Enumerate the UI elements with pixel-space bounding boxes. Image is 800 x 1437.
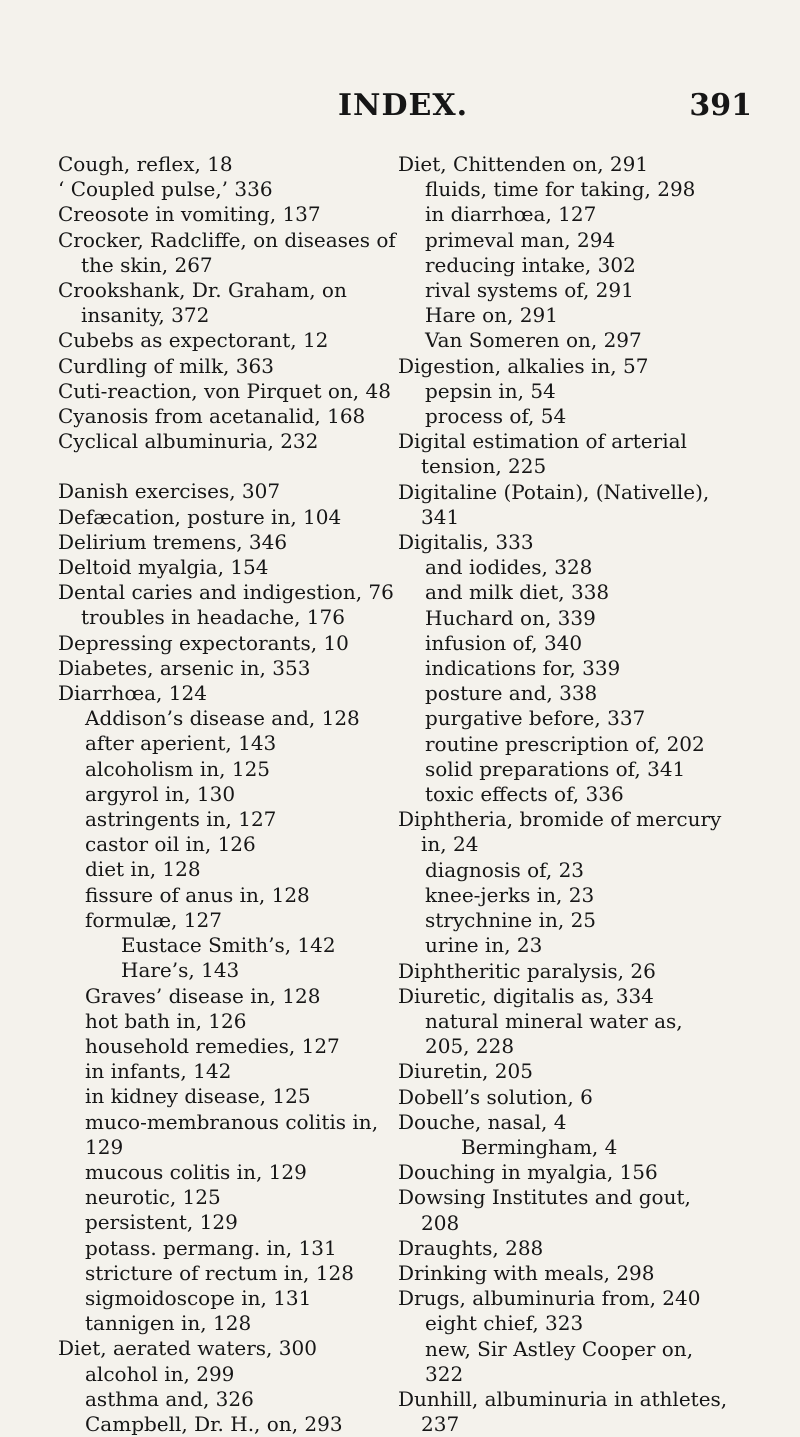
index-subentry: reducing intake, 302: [425, 252, 636, 277]
index-entry: Crookshank, Dr. Graham, on: [58, 278, 347, 303]
index-entry: Douche, nasal, 4: [398, 1109, 567, 1134]
index-subentry: after aperient, 143: [85, 731, 277, 756]
index-entry: Cubebs as expectorant, 12: [58, 328, 329, 353]
index-subentry: urine in, 23: [425, 933, 543, 958]
index-subentry: Huchard on, 339: [425, 605, 596, 630]
index-entry: Digital estimation of arterial: [398, 429, 687, 454]
index-subentry: diet in, 128: [85, 857, 201, 882]
index-entry: Dowsing Institutes and gout,: [398, 1185, 691, 1210]
index-entry: Danish exercises, 307: [58, 479, 281, 504]
index-subentry: fluids, time for taking, 298: [425, 177, 696, 202]
index-subentry: natural mineral water as,: [425, 1008, 683, 1033]
index-entry: Diarrhœa, 124: [58, 681, 207, 706]
index-entry-continuation: the skin, 267: [81, 252, 213, 277]
page-header: [0, 88, 800, 128]
index-subentry: knee-jerks in, 23: [425, 882, 595, 907]
index-entry: Deltoid myalgia, 154: [58, 555, 269, 580]
index-subentry: rival systems of, 291: [425, 278, 634, 303]
index-entry-continuation: 341: [421, 504, 460, 529]
index-entry: Cyclical albuminuria, 232: [58, 429, 319, 454]
index-subentry: diagnosis of, 23: [425, 857, 585, 882]
section-gap: [58, 454, 408, 479]
index-entry: Cuti-reaction, von Pirquet on, 48: [58, 378, 391, 403]
index-subentry: stricture of rectum in, 128: [85, 1260, 354, 1285]
index-subentry: pepsin in, 54: [425, 378, 556, 403]
index-entry: Digestion, alkalies in, 57: [398, 353, 649, 378]
index-subentry: hot bath in, 126: [85, 1008, 247, 1033]
index-entry: ‘ Coupled pulse,’ 336: [58, 177, 273, 202]
index-subsubentry: Bermingham, 4: [461, 1134, 618, 1159]
index-entry: Draughts, 288: [398, 1235, 544, 1260]
index-entry-continuation: in, 24: [421, 832, 479, 857]
index-entry: Diuretin, 205: [398, 1059, 533, 1084]
index-subentry: fissure of anus in, 128: [85, 882, 310, 907]
index-entry-continuation: tension, 225: [421, 454, 547, 479]
index-entry: Diphtheria, bromide of mercury: [398, 807, 722, 832]
index-subentry: in kidney disease, 125: [85, 1084, 311, 1109]
index-subentry: 129: [85, 1134, 124, 1159]
index-entry: Drugs, albuminuria from, 240: [398, 1286, 701, 1311]
index-column-right: [398, 152, 770, 1437]
index-subsubentry: Eustace Smith’s, 142: [121, 933, 336, 958]
index-entry-continuation: insanity, 372: [81, 303, 210, 328]
index-subentry: process of, 54: [425, 404, 567, 429]
index-subentry: mucous colitis in, 129: [85, 1159, 307, 1184]
index-subentry: posture and, 338: [425, 681, 598, 706]
index-subentry: formulæ, 127: [85, 907, 222, 932]
index-subentry: 322: [425, 1361, 464, 1386]
index-entry: Curdling of milk, 363: [58, 353, 274, 378]
index-subentry: toxic effects of, 336: [425, 782, 624, 807]
index-subentry: potass. permang. in, 131: [85, 1235, 337, 1260]
index-entry: Depressing expectorants, 10: [58, 630, 349, 655]
index-subentry: purgative before, 337: [425, 706, 646, 731]
index-subentry: alcohol in, 299: [85, 1361, 235, 1386]
index-subentry: primeval man, 294: [425, 227, 616, 252]
index-subentry: sigmoidoscope in, 131: [85, 1285, 312, 1310]
index-entry: Cough, reflex, 18: [58, 152, 233, 176]
index-entry: Diet, Chittenden on, 291: [398, 152, 649, 176]
index-subentry: muco-membranous colitis in,: [85, 1109, 379, 1134]
page-number: 391: [689, 88, 752, 123]
index-entry: Defæcation, posture in, 104: [58, 504, 342, 529]
index-entry: Dobell’s solution, 6: [398, 1084, 593, 1109]
index-entry: Crocker, Radcliffe, on diseases of: [58, 227, 396, 252]
index-subentry: alcoholism in, 125: [85, 756, 271, 781]
index-entry-continuation: troubles in headache, 176: [81, 605, 345, 630]
index-subentry: persistent, 129: [85, 1210, 238, 1235]
index-subentry: argyrol in, 130: [85, 781, 236, 806]
index-subentry: new, Sir Astley Cooper on,: [425, 1336, 694, 1361]
index-entry: Delirium tremens, 346: [58, 529, 288, 554]
index-column-left: [58, 152, 408, 1437]
index-entry: Diet, aerated waters, 300: [58, 1336, 317, 1361]
index-subentry: routine prescription of, 202: [425, 731, 705, 756]
index-subentry: and iodides, 328: [425, 555, 593, 580]
index-subentry: eight chief, 323: [425, 1311, 584, 1336]
index-subentry: Hare on, 291: [425, 303, 558, 328]
index-entry-continuation: 208: [421, 1210, 460, 1235]
index-entry: Creosote in vomiting, 137: [58, 202, 321, 227]
index-subentry: household remedies, 127: [85, 1033, 340, 1058]
index-subsubentry: Hare’s, 143: [121, 958, 240, 983]
index-subentry: Campbell, Dr. H., on, 293: [85, 1411, 343, 1436]
index-entry: Cyanosis from acetanalid, 168: [58, 404, 366, 429]
index-subentry: infusion of, 340: [425, 630, 583, 655]
index-entry: Digitalis, 333: [398, 530, 534, 555]
index-subentry: tannigen in, 128: [85, 1311, 252, 1336]
index-entry: Diabetes, arsenic in, 353: [58, 655, 311, 680]
index-subentry: in diarrhœa, 127: [425, 202, 597, 227]
index-entry-continuation: 237: [421, 1412, 460, 1437]
index-entry: Drinking with meals, 298: [398, 1260, 655, 1285]
index-subentry: neurotic, 125: [85, 1185, 221, 1210]
index-subentry: asthma and, 326: [85, 1386, 254, 1411]
index-subentry: in infants, 142: [85, 1059, 232, 1084]
index-subentry: and milk diet, 338: [425, 580, 610, 605]
index-subentry: solid preparations of, 341: [425, 756, 686, 781]
index-subentry: indications for, 339: [425, 656, 621, 681]
index-subentry: 205, 228: [425, 1034, 515, 1059]
index-subentry: astringents in, 127: [85, 807, 277, 832]
index-entry: Douching in myalgia, 156: [398, 1160, 658, 1185]
index-subentry: Addison’s disease and, 128: [85, 706, 360, 731]
index-subentry: Graves’ disease in, 128: [85, 983, 321, 1008]
index-entry: Digitaline (Potain), (Nativelle),: [398, 479, 710, 504]
index-entry: Diuretic, digitalis as, 334: [398, 983, 654, 1008]
index-subentry: strychnine in, 25: [425, 908, 597, 933]
index-subentry: Van Someren on, 297: [425, 328, 642, 353]
index-entry: Dunhill, albuminuria in athletes,: [398, 1386, 728, 1411]
index-entry: Dental caries and indigestion, 76: [58, 580, 394, 605]
page-title: INDEX.: [338, 88, 469, 123]
index-subentry: castor oil in, 126: [85, 832, 256, 857]
index-entry: Diphtheritic paralysis, 26: [398, 958, 656, 983]
